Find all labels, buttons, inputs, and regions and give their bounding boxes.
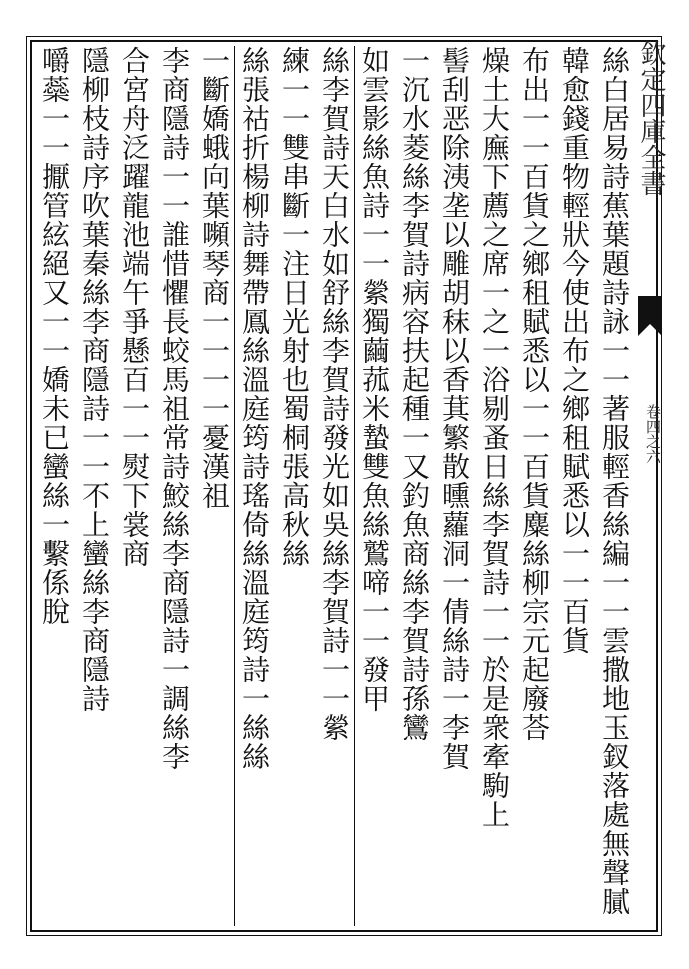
column-rule	[234, 46, 235, 926]
text-column: 絲張祜折楊柳詩舞帶鳳絲溫庭筠詩瑤倚絲溫庭筠詩一絲絲	[238, 46, 271, 771]
text-column: 韓愈錢重物輕狀今使出布之鄉租賦悉以一一百貨	[558, 46, 591, 655]
volume-label: 卷四之六	[644, 404, 662, 464]
text-column: 燥土大廡下薦之席一之一浴剔蚤日絲李賀詩一一於是衆牽駒上	[478, 46, 511, 829]
text-column: 絲李賀詩天白水如舒絲李賀詩發光如吳絲李賀詩一一縈	[318, 46, 351, 742]
text-column: 隱柳枝詩序吹葉秦絲李商隱詩一一不上蠻絲李商隱詩	[78, 46, 111, 713]
text-column: 一斷嬌蛾向葉嚬琴商一一一一憂漢祖	[198, 46, 231, 510]
book-header: 欽定四庫全書	[636, 40, 666, 196]
column-rule	[354, 46, 355, 926]
text-column: 一沉水菱絲李賀詩病容扶起種一又釣魚商絲李賀詩孫鸞	[398, 46, 431, 742]
text-column: 絲白居易詩蕉葉題詩詠一一著服輕香絲編一一雲撒地玉釵落處無聲膩	[598, 46, 631, 916]
text-column: 布出一一百貨之鄉租賦悉以一一百貨麋絲柳宗元起廢荅	[518, 46, 551, 742]
text-column: 李商隱詩一一誰惜懼長蛟馬祖常詩鮫絲李商隱詩一調絲李	[158, 46, 191, 771]
text-column: 如雲影絲魚詩一一縈獨繭菰米蟄雙魚絲鷲啼一一發甲	[358, 46, 391, 713]
text-column: 練一一雙串斷一注日光射也蜀桐張高秋絲	[278, 46, 311, 568]
text-column: 嚼蘂一一擫管絃絕又一一嬌未已蠻絲一繫係脫	[38, 46, 71, 626]
text-column: 合宮舟泛躍龍池端午爭懸百一一熨下裳商	[118, 46, 151, 568]
text-column: 髻刮恶除洟垄以雕胡秣以香萁繁散曛蘿洞一倩絲詩一李賀	[438, 46, 471, 771]
